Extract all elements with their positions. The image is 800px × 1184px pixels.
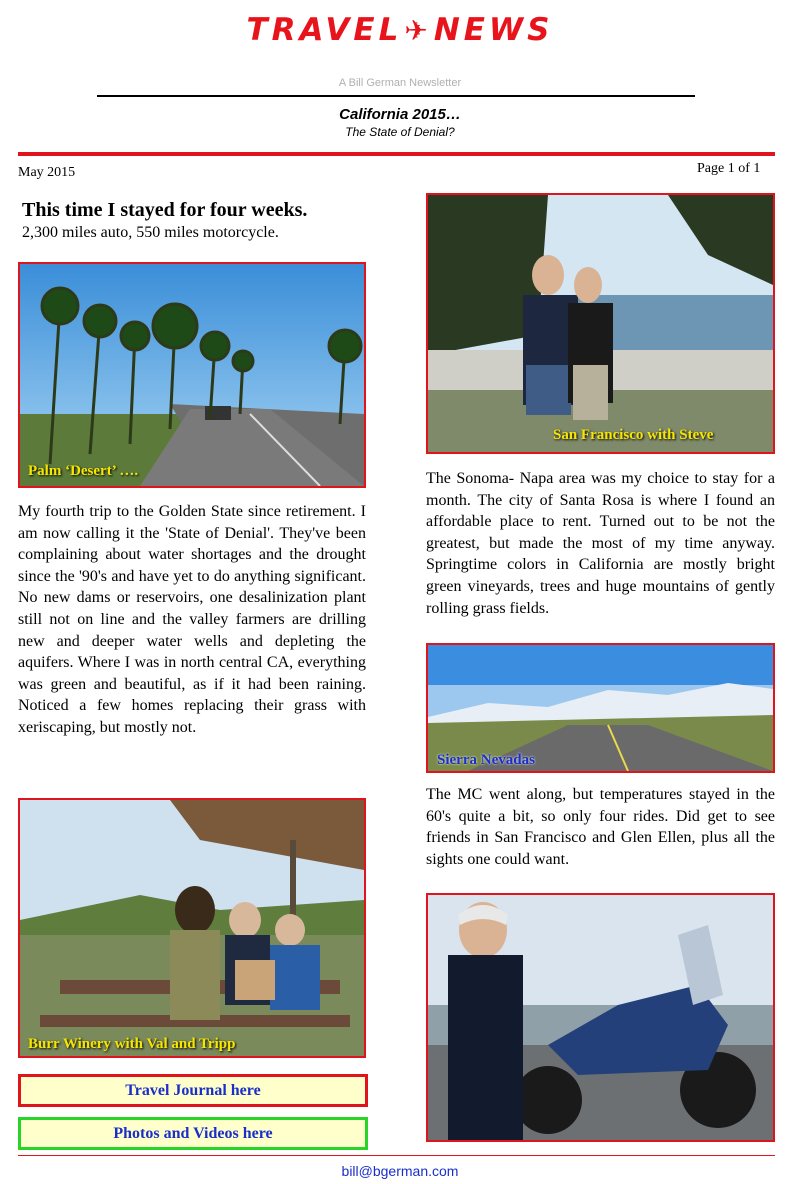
sierra-nevadas-caption: Sierra Nevadas xyxy=(437,752,535,768)
palm-desert-image xyxy=(20,264,364,486)
winery-image xyxy=(20,800,364,1056)
right-paragraph-2: The MC went along, but temperatures stayed in the 60's quite a bit, so only four rides. Did get to see friends in San Francisco and Glen Ellen, plus all the sights one could want. xyxy=(426,786,775,868)
travel-journal-link[interactable]: Travel Journal here xyxy=(18,1074,368,1107)
motorcycle-image xyxy=(428,895,773,1140)
san-francisco-image xyxy=(428,195,773,452)
palm-desert-caption: Palm ‘Desert’ …. xyxy=(28,463,139,479)
right-paragraph-1: The Sonoma- Napa area was my choice to stay for a month. The city of Santa Rosa is where I found an affordable place to rent. Turned out to be not the greatest, but made the most of my time anyway. Springtime colors in California are mostly bright green vineyards, trees and huge mountains of gently rolling grass fields. xyxy=(426,470,775,617)
issue-subtitle: The State of Denial? xyxy=(345,125,455,139)
masthead-logo xyxy=(0,12,800,48)
red-divider xyxy=(18,152,775,156)
issue-title: California 2015… xyxy=(339,106,461,123)
issue-date: May 2015 xyxy=(18,165,76,180)
palm-desert-photo[interactable] xyxy=(18,262,366,488)
winery-caption: Burr Winery with Val and Tripp xyxy=(28,1036,236,1052)
article-headline: This time I stayed for four weeks. xyxy=(22,199,308,221)
san-francisco-photo[interactable] xyxy=(426,193,775,454)
header-divider xyxy=(97,95,695,97)
article-subline: 2,300 miles auto, 550 miles motorcycle. xyxy=(22,224,279,241)
motorcycle-photo[interactable] xyxy=(426,893,775,1142)
winery-photo[interactable] xyxy=(18,798,366,1058)
airplane-icon: ✈ xyxy=(404,14,432,47)
newsletter-subtitle: A Bill German Newsletter xyxy=(338,77,462,89)
masthead-news: NEWS xyxy=(433,12,554,48)
san-francisco-caption: San Francisco with Steve xyxy=(553,427,714,443)
page-number: Page 1 of 1 xyxy=(697,161,761,176)
footer-divider xyxy=(18,1155,775,1156)
contact-email[interactable]: bill@bgerman.com xyxy=(341,1163,459,1179)
photos-videos-link[interactable]: Photos and Videos here xyxy=(18,1117,368,1150)
left-paragraph: My fourth trip to the Golden State since retirement. I am now calling it the 'State of Denial'. They've been complaining about water shortages and the drought since the '90's and have yet to do anything significant. No new dams or reservoirs, one desalinization plant still not on line and the valley farmers are drilling new and deeper water wells and depleting the aquifers. Where I was in north central CA, everything was green and beautiful, as if it had been raining. Noticed a few homes replacing their grass with xeriscaping, but mostly not. xyxy=(18,503,366,736)
masthead-travel: TRAVEL xyxy=(246,12,403,48)
